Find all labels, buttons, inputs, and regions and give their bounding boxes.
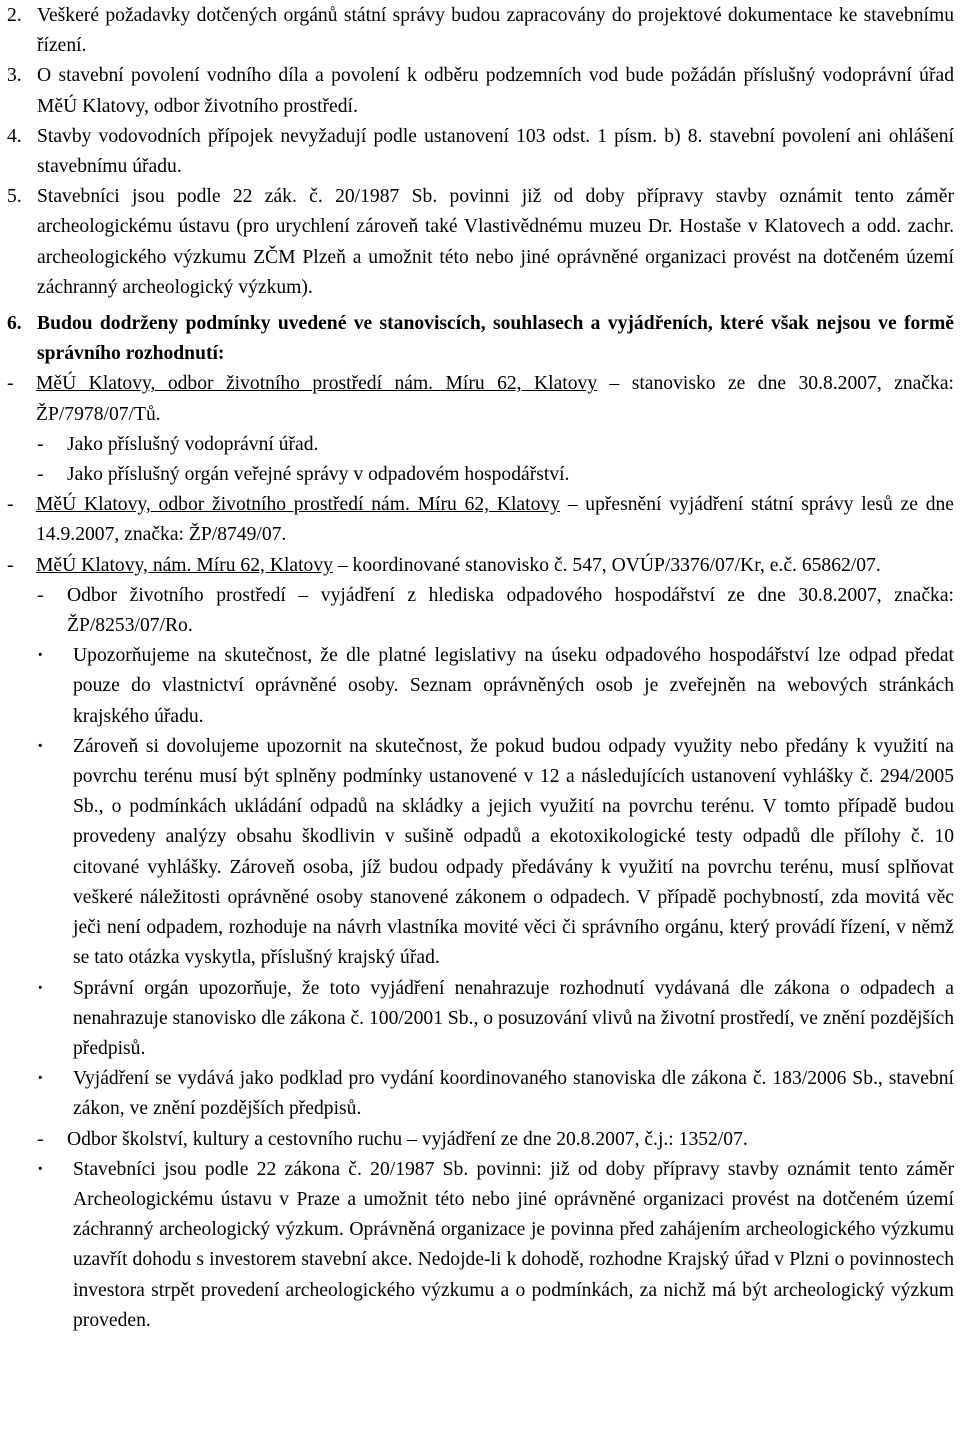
item-text: Upozorňujeme na skutečnost, že dle platné legislativy na úseku odpadového hospodářství lze odpad předat pouze do vlastnictví oprávněné osoby. Seznam oprávněných osob je zveřejněn na webových stránkách krajského úřadu. [73, 645, 954, 727]
bullet-item [7, 1064, 954, 1124]
authority-name: MěÚ Klatovy, nám. Míru 62, Klatovy [36, 554, 333, 576]
item-text: Odbor školství, kultury a cestovního ruchu – vyjádření ze dne 20.8.2007, č.j.: 1352/07. [67, 1128, 748, 1150]
item-number: 3. [7, 65, 22, 87]
item-number: 6. [7, 313, 22, 335]
item-text: Správní orgán upozorňuje, že toto vyjádření nenahrazuje rozhodnutí vydávaná dle zákona o odpadech a nenahrazuje stanovisko dle zákona č. 100/2001 Sb., o posuzování vlivů na životní prostředí, ve znění pozdějších předpisů. [73, 977, 954, 1059]
sub-dash-item [7, 430, 954, 460]
numbered-item-6 [7, 309, 954, 369]
authority-name: MěÚ Klatovy, odbor životního prostředí nám. Míru 62, Klatovy [36, 494, 560, 516]
dash-item-1 [7, 369, 954, 429]
numbered-item-5 [7, 182, 954, 303]
numbered-item-3 [7, 61, 954, 121]
item-text: – stanovisko ze dne 30.8.2007, značka: ŽP/7978/07/Tů. [36, 373, 954, 425]
bullet-item [7, 641, 954, 732]
dash-marker: - [7, 373, 14, 395]
item-text: Jako příslušný vodoprávní úřad. [67, 433, 319, 455]
dash-marker: - [37, 1128, 44, 1150]
sub-dash-item [7, 460, 954, 490]
item-text: Budou dodrženy podmínky uvedené ve stanoviscích, souhlasech a vyjádřeních, které však nejsou ve formě správního rozhodnutí: [37, 313, 954, 365]
dash-marker: - [37, 584, 44, 606]
item-text: Vyjádření se vydává jako podklad pro vydání koordinovaného stanoviska dle zákona č. 183/2006 Sb., stavební zákon, ve znění pozdějších předpisů. [73, 1068, 954, 1120]
dash-marker: - [7, 554, 14, 576]
item-text: Veškeré požadavky dotčených orgánů státní správy budou zapracovány do projektové dokumentace ke stavebnímu řízení. [37, 5, 954, 57]
authority-name: MěÚ Klatovy, odbor životního prostředí nám. Míru 62, Klatovy [36, 373, 598, 395]
bullet-marker: · [37, 645, 44, 667]
bullet-marker: · [37, 735, 44, 757]
dash-marker: - [7, 494, 14, 516]
item-text: Stavby vodovodních přípojek nevyžadují podle ustanovení 103 odst. 1 písm. b) 8. stavební povolení ani ohlášení stavebnímu úřadu. [37, 125, 954, 178]
dash-item-3 [7, 551, 954, 581]
dash-item-2 [7, 490, 954, 550]
item-number: 4. [7, 125, 22, 147]
dash-marker: - [37, 433, 44, 455]
item-text: O stavební povolení vodního díla a povolení k odběru podzemních vod bude požádán příslušný vodoprávní úřad MěÚ Klatovy, odbor životního prostředí. [37, 65, 954, 117]
item-text: Odbor životního prostředí – vyjádření z hlediska odpadového hospodářství ze dne 30.8.2007, značka: ŽP/8253/07/Ro. [67, 584, 954, 637]
dash-marker: - [37, 464, 44, 486]
bullet-item [7, 732, 954, 974]
item-text: Jako příslušný orgán veřejné správy v odpadovém hospodářství. [67, 464, 570, 486]
bullet-marker: · [37, 1068, 44, 1090]
item-text: Stavebníci jsou podle 22 zákona č. 20/1987 Sb. povinni: již od doby přípravy stavby oznámit tento záměr Archeologickému ústavu v Praze a umožnit této nebo jiné oprávněné organizaci provést na dotčeném území záchranný archeologický výzkum. Oprávněná organizace je povinna před zahájením archeologického výzkumu uzavřít dohodu s investorem stavební akce. Nedojde-li k dohodě, rozhodne Krajský úřad v Plzni o povinnostech investora strpět provedení archeologického výzkumu a o podmínkách, za nichž má být archeologický výzkum proveden. [73, 1158, 954, 1331]
item-number: 5. [7, 186, 22, 208]
numbered-item-4 [7, 122, 954, 182]
bullet-item [7, 974, 954, 1065]
item-text: – koordinované stanovisko č. 547, OVÚP/3376/07/Kr, e.č. 65862/07. [332, 554, 881, 576]
bullet-marker: · [37, 977, 44, 999]
item-text: Zároveň si dovolujeme upozornit na skutečnost, že pokud budou odpady využity nebo předány k využití na povrchu terénu musí být splněny podmínky ustanovené v 12 a následujících ustanovení vyhlášky č. 294/2005 Sb., o podmínkách ukládání odpadů na skládky a jejich využití na povrchu terénu. V tomto případě budou provedeny analýzy obsahu škodlivin v sušině odpadů a ekotoxikologické testy odpadů dle přílohy č. 10 citované vyhlášky. Zároveň osoba, jíž budou odpady předávány k využití na povrchu terénu, musí splňovat veškeré náležitosti oprávněné osoby stanovené zákonem o odpadech. V případě pochybností, zda movitá věc ječi není odpadem, rozhoduje na návrh vlastníka movité věci či správního orgánu, který provádí řízení, v němž se tato otázka vyskytla, příslušný krajský úřad. [73, 735, 954, 969]
numbered-item-2 [7, 0, 954, 61]
sub-dash-item [7, 1125, 954, 1155]
item-number: 2. [7, 5, 22, 26]
bullet-marker: · [37, 1158, 44, 1180]
bullet-item [7, 1155, 954, 1336]
item-text: – upřesnění vyjádření státní správy lesů ze dne 14.9.2007, značka: ŽP/8749/07. [36, 494, 954, 546]
sub-dash-item [7, 581, 954, 641]
item-text: Stavebníci jsou podle 22 zák. č. 20/1987 Sb. povinni již od doby přípravy stavby oznámit tento záměr archeologickému ústavu (pro urychlení zároveň také Vlastivědnému muzeu Dr. Hostaše v Klatovech a odd. zachr. archeologického výzkumu ZČM Plzeň a umožnit této nebo jiné oprávněné organizaci provést na dotčeném území záchranný archeologický výzkum). [37, 186, 954, 298]
